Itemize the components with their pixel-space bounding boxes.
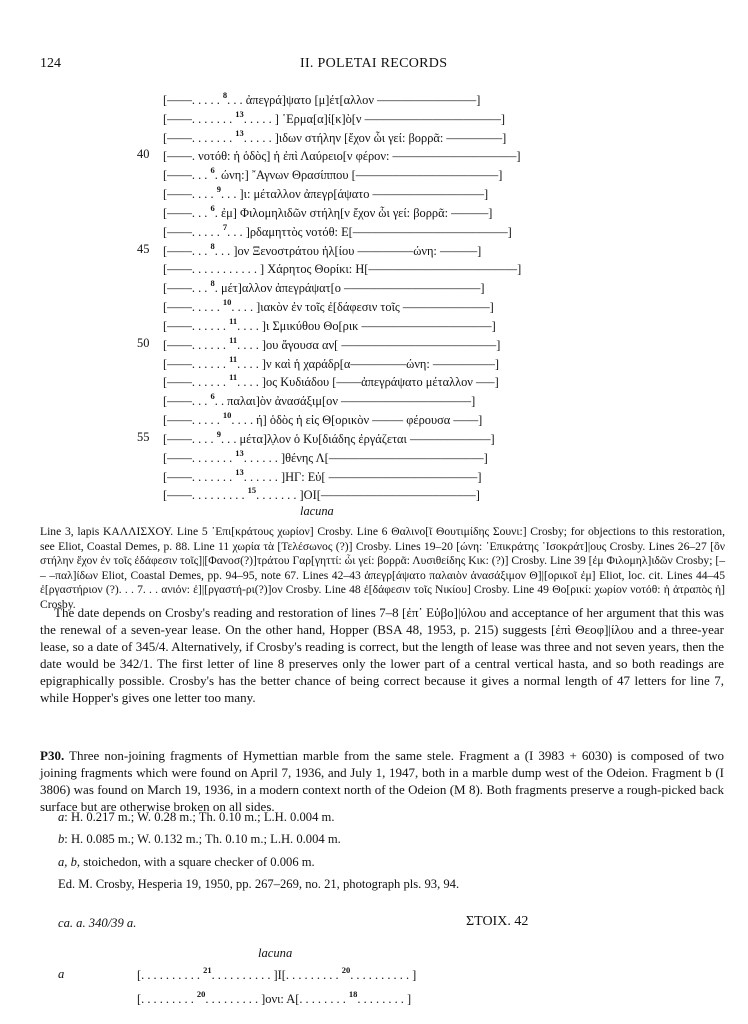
inscription-line: [––––. . . . . . $^{11}$. . . . ]ος Κυδιάδου [––––ἀπεγράψατο μέταλλον –––] (163, 372, 499, 389)
inscription-line: [––––. . . $^6$. ἐμ] Φιλομηλιδῶν στήλη[ν ἔχον ὧι γεί: βορρᾶ: ––––––] (163, 203, 493, 220)
inscription-line: [––––. . . . . . . $^{13}$. . . . . ] ῾Ερμα[α]ί[κ]ὸ[ν ––––––––––––––––––––––] (163, 109, 506, 126)
fragment-label: a (58, 967, 65, 981)
inscription-line: [––––. . . . . $^{10}$. . . . ή] ὁδὸς ἡ εἰς Θ[ορικὸν ––––– φέρουσα ––––] (163, 410, 483, 427)
inscription-line: [––––. . . . . . $^{11}$. . . . ]ου ἄγουσα αν[ –––––––––––––––––––––––––] (163, 335, 501, 352)
p30-label: P30. (40, 748, 65, 763)
p30-description: P30. Three non-joining fragments of Hymettian marble from the same stele. Fragment a (I 3983 + 6030) is composed of two joining fragments which were found on April 7, 1936, and July 1, 1947, both in a marble dump west of the Odeion. Fragment b (I 3806) was found on March 19, 1936, in a modern context north of the Odeion (M 8). Both fragments preserve a rough-picked back surface but are otherwise broken on all sides. (40, 748, 725, 814)
apparatus-criticus: Line 3, lapis ΚΑΛΛΙΣΧΟΥ. Line 5 ᾿Επι[κράτους χωρίον] Crosby. Line 6 Θαλινο[ῖ Θουτιμίδης Σουνι:] Crosby; for objections to this restoration, see Eliot, Coastal Demes, p. 88. Line 11 χωρία τὰ [Τελέσωνος (?)] Crosby. Lines 19–20 [ώνη: ᾿Επικράτης ᾿Ισοκράτ]|ους Crosby. Lines 26–27 [ὂν στήλην ἔχον ἐν τοῖς ἐδάφεσιν τοῖς]|[Φανοσ(?)]τράτου Γαρ[γηττί: ὧι γεί: βορρᾶ: Λυσιθείδης Κικ: (?)] Crosby. Line 39 [ἐμ Φιλομηλ]ιδῶν Crosby; [– – –παλ]ίδων Eliot, Coastal Demes, pp. 94–95, note 67. Lines 42–43 ἀπεγρ[άψατο παλαιὸν ἀνασάξιμον Θ]|[ορικοῖ ἐμ] Eliot, loc. cit. Lines 44–45 ἐ[ργαστήριον (?). . . 7. . . ανιόν: ἐ]|[ργαστή-ρι(?)]ον Crosby. Line 48 ἐ[δάφεσιν τοῖς Νικίου] Crosby. Line 49 Θο[ρικί: χωρίον νοτόθ: ἡ ἀτραπὸς ἡ] Crosby. (40, 525, 725, 611)
inscription-line: [––––. . . . . . $^{11}$. . . . ]ι Σμικύθου Θο[ρικ –––––––––––––––––––––] (163, 316, 496, 333)
line-number: 50 (137, 336, 150, 350)
p30-stoichedon: a, b, stoichedon, with a square checker of 0.006 m. (58, 855, 315, 869)
inscription-line: [––––. . . . . . . . . . . ] Χάρητος Θορίκι: Η[––––––––––––––––––––––––] (163, 262, 522, 276)
inscription-line: [––––. . . . . . . . . $^{15}$. . . . . . . ]ΟΙ[–––––––––––––––––––––––––] (163, 485, 480, 502)
inscription-line: [––––. . . . . . . $^{13}$. . . . . . ]θένης Λ[–––––––––––––––––––––––––] (163, 448, 488, 465)
inscription-line: [––––. . . $^6$. . παλαι]ὸν ἀνασάξιμ[ον –––––––––––––––––––––] (163, 391, 476, 408)
inscription-line: [––––. νοτόθ: ἡ ὁδὸς] ἡ ἐπὶ Λαύρειο[ν φέρον: ––––––––––––––––––––] (163, 149, 521, 163)
line-number: 40 (137, 147, 150, 161)
inscription-line: [––––. . . . . . . $^{13}$. . . . . . ]ΗΓ: Εὐ[ ––––––––––––––––––––––––] (163, 467, 482, 484)
inscription-line: [––––. . . . . $^7$. . . ]ρδαμηττὸς νοτόθ: Ε[–––––––––––––––––––––––––] (163, 222, 512, 239)
inscription-line: [––––. . . . $^9$. . . ]ι: μέταλλον ἀπεγρ[άψατο ––––––––––––––––––] (163, 184, 489, 201)
inscription-line: [––––. . . . . $^{10}$. . . . ]ιακὸν ἐν τοῖς ἐ[δάφεσιν τοῖς ––––––––––––––] (163, 297, 494, 314)
stoich-count: ΣΤΟΙΧ. 42 (466, 914, 529, 929)
discussion-paragraph: The date depends on Crosby's reading and restoration of lines 7–8 [ἐπ᾿ Εὐβο]|ύλου and acceptance of her argument that this was the renewal of a seven-year lease. On the other hand, Hopper (BSA 48, 1953, p. 215) suggests [ἐπὶ Θεοφ]|ίλου and a three-year lease, so a date of 345/4. Alternatively, if Crosby's reading is correct, but the length of lease was three and not seven years, then the date would be 342/1. The first letter of line 8 preserves only the lower part of a central vertical hasta, and so both readings are epigraphically possible. Crosby's has the better chance of being correct because it gives a normal length of 47 letters for line 7, while Hopper's gives one letter too many. (40, 605, 724, 705)
inscription-line: [––––. . . $^8$. . . ]ον Ξενοστράτου ἡλ[ίου –––––––––ώνη: ––––––] (163, 241, 482, 258)
p30-lacuna-label: lacuna (258, 946, 293, 960)
p30-dims-b: b: H. 0.085 m.; W. 0.132 m.; Th. 0.10 m.; L.H. 0.004 m. (58, 832, 341, 846)
inscription-line: [––––. . . $^8$. μέτ]αλλον ἀπεγράψατ[ο ––––––––––––––––––––––] (163, 278, 485, 295)
inscription-line: [––––. . . $^6$. ώνη:] ῎Αγνων Θρασίππου [–––––––––––––––––––––––] (163, 165, 503, 182)
p30-dims-a: a: H. 0.217 m.; W. 0.28 m.; Th. 0.10 m.; L.H. 0.004 m. (58, 810, 335, 824)
fragment-a-line: [. . . . . . . . . $^{20}$. . . . . . . . . ]ονι: Α[. . . . . . . . $^{18}$. . . . . . . . ] (137, 989, 412, 1006)
line-number: 45 (137, 242, 150, 256)
inscription-line: [––––. . . . . . . $^{13}$. . . . . ]ιδων στήλην [ἔχον ὧι γεί: βορρᾶ: –––––––––] (163, 128, 507, 145)
p30-date: ca. a. 340/39 a. (58, 916, 137, 930)
p30-edition: Ed. M. Crosby, Hesperia 19, 1950, pp. 267–269, no. 21, photograph pls. 93, 94. (58, 877, 460, 891)
inscription-line: [––––. . . . . . $^{11}$. . . . ]ν καὶ ἡ χαράδρ[α–––––––––ώνη: ––––––––––] (163, 354, 500, 371)
inscription-line: [––––. . . . $^9$. . . μέτα]λ̣λον ὁ Κυ[διάδης ἐργάζεται –––––––––––––] (163, 429, 495, 446)
lacuna-label: lacuna (300, 504, 334, 518)
fragment-a-line: [. . . . . . . . . . $^{21}$. . . . . . . . . . ]Ι[. . . . . . . . . $^{20}$. . . . . . . . . . ] (137, 965, 417, 982)
line-number: 55 (137, 430, 150, 444)
page-number: 124 (40, 56, 61, 71)
running-title: II. POLETAI RECORDS (300, 56, 448, 71)
inscription-line: [––––. . . . . $^8$. . . ἀπεγρά]ψατο [μ]έτ[αλλον ––––––––––––––––] (163, 90, 481, 107)
